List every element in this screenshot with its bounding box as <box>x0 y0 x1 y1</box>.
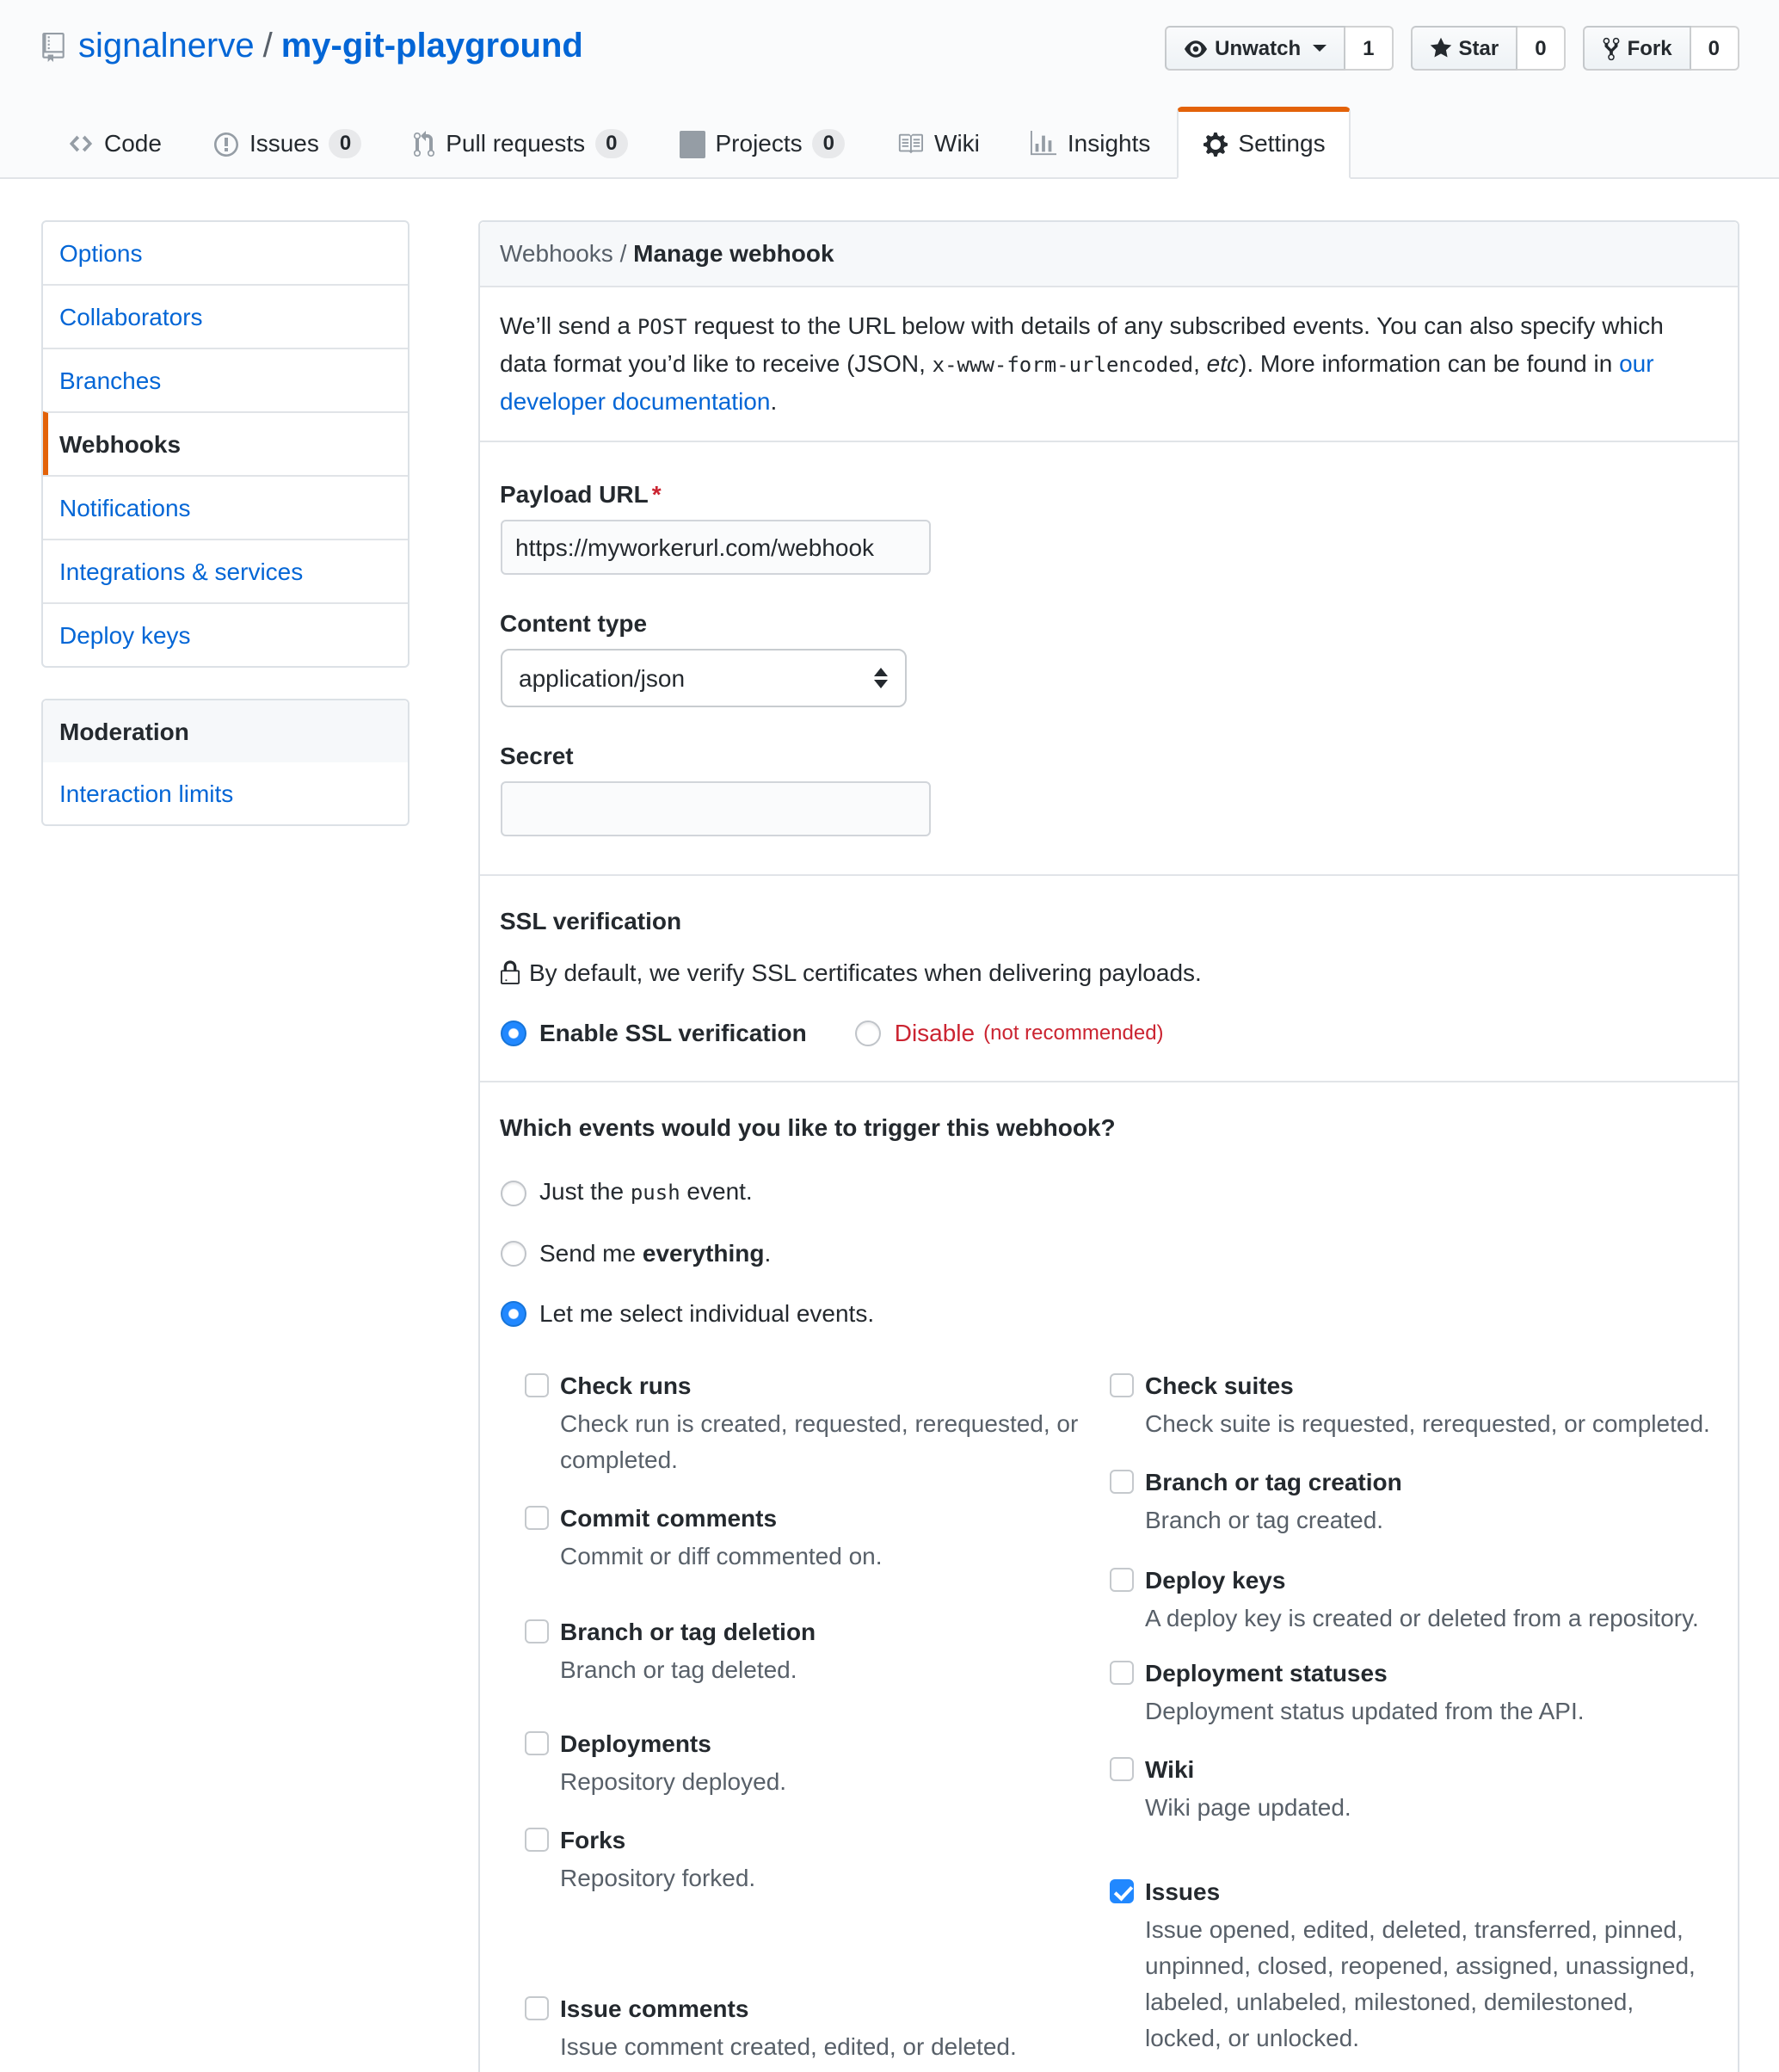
required-asterisk: * <box>651 480 662 508</box>
tab-issues[interactable]: Issues 0 <box>188 107 387 179</box>
tab-pull-requests[interactable]: Pull requests 0 <box>387 107 653 179</box>
tab-counter: 0 <box>813 129 845 158</box>
secret-label: Secret <box>500 742 574 769</box>
moderation-header: Moderation <box>42 700 407 762</box>
event-description: Check run is created, requested, rerequested, or completed. <box>560 1409 1079 1473</box>
event-title[interactable]: Issue comments <box>560 1995 749 2022</box>
event-item-branch-or-tag-deletion <box>524 1614 1109 1688</box>
sidebar-item-webhooks[interactable]: Webhooks <box>42 411 407 475</box>
urlencoded-code: x-www-form-urlencoded <box>932 353 1194 377</box>
event-trigger-radio[interactable] <box>500 1241 526 1267</box>
action-button-group <box>1411 26 1566 71</box>
repo-owner-link[interactable]: signalnerve <box>78 28 255 65</box>
repo-title <box>40 24 583 69</box>
event-checkbox[interactable] <box>524 1996 548 2020</box>
sidebar-item-interaction-limits[interactable]: Interaction limits <box>59 780 234 807</box>
payload-url-label: Payload URL * <box>500 480 662 508</box>
sidebar-item-collaborators[interactable]: Collaborators <box>42 284 407 348</box>
developer-documentation-link[interactable]: our developer documentation <box>500 349 1654 415</box>
unwatch-count[interactable]: 1 <box>1345 26 1393 71</box>
event-title[interactable]: Wiki <box>1145 1755 1195 1783</box>
event-trigger-radio[interactable] <box>500 1180 526 1206</box>
event-item-deployment-statuses <box>1109 1656 1716 1730</box>
event-item-deployments <box>524 1726 1109 1800</box>
event-title[interactable]: Check runs <box>560 1372 692 1399</box>
content-type-label: Content type <box>500 609 648 637</box>
code-icon <box>66 131 94 157</box>
event-title[interactable]: Branch or tag creation <box>1145 1468 1402 1495</box>
repo-forked-icon <box>1602 35 1621 61</box>
repo-tab-bar <box>40 107 1739 177</box>
ssl-section <box>479 876 1737 1082</box>
event-title[interactable]: Forks <box>560 1826 626 1853</box>
event-checkbox[interactable] <box>524 1731 548 1755</box>
event-description: Repository deployed. <box>560 1767 787 1795</box>
enable-ssl-radio[interactable] <box>500 1020 526 1045</box>
event-trigger-label[interactable]: Send me everything. <box>539 1239 772 1267</box>
event-trigger-label[interactable]: Just the push event. <box>539 1177 753 1205</box>
event-checkbox[interactable] <box>524 1619 548 1643</box>
event-checkbox[interactable] <box>1109 1470 1133 1494</box>
tab-insights[interactable]: Insights <box>1006 107 1177 179</box>
event-description: Wiki page updated. <box>1145 1793 1351 1821</box>
breadcrumb-current: Manage webhook <box>633 239 834 267</box>
webhook-form-section <box>479 442 1737 876</box>
settings-menu <box>40 220 409 668</box>
event-item-branch-or-tag-creation <box>1109 1465 1716 1539</box>
event-checkbox[interactable] <box>1109 1373 1133 1397</box>
event-description: Repository forked. <box>560 1864 756 1891</box>
secret-input[interactable] <box>500 781 930 836</box>
disable-ssl-radio[interactable] <box>855 1020 881 1045</box>
post-code: POST <box>637 315 687 339</box>
event-title[interactable]: Issues <box>1145 1878 1221 1905</box>
unwatch-label: Unwatch <box>1215 36 1302 60</box>
sidebar-item-deploy-keys[interactable]: Deploy keys <box>42 602 407 666</box>
event-item-forks <box>524 1822 1109 1896</box>
tab-counter: 0 <box>595 129 627 158</box>
event-checkbox[interactable] <box>1109 1568 1133 1592</box>
event-trigger-option <box>500 1237 1716 1270</box>
event-item-wiki <box>1109 1752 1716 1826</box>
eye-icon <box>1184 37 1208 59</box>
repo-icon <box>40 32 65 61</box>
event-checkbox[interactable] <box>524 1373 548 1397</box>
event-trigger-label[interactable]: Let me select individual events. <box>539 1299 875 1327</box>
lock-icon <box>500 959 519 985</box>
event-title[interactable]: Deployments <box>560 1730 711 1757</box>
tab-settings[interactable]: Settings <box>1176 107 1351 179</box>
event-item-check-suites <box>1109 1368 1716 1442</box>
event-description: A deploy key is created or deleted from a repository. <box>1145 1604 1699 1631</box>
star-count[interactable]: 0 <box>1517 26 1565 71</box>
repo-name-link[interactable]: my-git-playground <box>280 28 583 65</box>
sidebar-item-branches[interactable]: Branches <box>42 348 407 411</box>
unwatch-button[interactable] <box>1165 26 1345 71</box>
content-type-value: application/json <box>519 664 686 692</box>
main-panel <box>477 220 1739 2072</box>
action-button-group <box>1583 26 1739 71</box>
sidebar-item-options[interactable]: Options <box>59 239 143 267</box>
event-description: Branch or tag created. <box>1145 1506 1384 1533</box>
book-icon <box>896 131 924 157</box>
event-description: Commit or diff commented on. <box>560 1542 883 1569</box>
event-item-issues <box>1109 1874 1716 2057</box>
sidebar-item-integrations-services[interactable]: Integrations & services <box>42 539 407 602</box>
tab-code[interactable]: Code <box>40 107 188 179</box>
enable-ssl-label[interactable]: Enable SSL verification <box>539 1019 807 1046</box>
event-item-check-runs <box>524 1368 1109 1478</box>
breadcrumb <box>479 222 1737 287</box>
graph-icon <box>1031 131 1057 157</box>
event-checkbox[interactable] <box>524 1828 548 1852</box>
event-trigger-radio[interactable] <box>500 1301 526 1327</box>
repo-separator: / <box>262 28 273 65</box>
site-header <box>0 0 1779 179</box>
gear-icon <box>1202 130 1228 157</box>
event-title[interactable]: Commit comments <box>560 1504 778 1532</box>
tab-wiki[interactable]: Wiki <box>871 107 1006 179</box>
caret-down-icon <box>1313 45 1327 52</box>
breadcrumb-separator: / <box>612 239 634 267</box>
event-checkbox[interactable] <box>1109 1879 1133 1903</box>
event-title[interactable]: Deployment statuses <box>1145 1659 1388 1687</box>
event-title[interactable]: Branch or tag deletion <box>560 1618 816 1645</box>
disable-ssl-note: (not recommended) <box>983 1021 1164 1045</box>
payload-url-input[interactable] <box>500 520 930 575</box>
settings-sidebar <box>40 220 409 826</box>
fork-label: Fork <box>1627 36 1672 60</box>
action-button-group <box>1165 26 1393 71</box>
event-description: Check suite is requested, rerequested, or completed. <box>1145 1409 1710 1437</box>
star-button[interactable] <box>1411 26 1518 71</box>
event-description: Deployment status updated from the API. <box>1145 1697 1585 1724</box>
content-type-select[interactable] <box>500 649 906 707</box>
event-checkbox[interactable] <box>1109 1661 1133 1685</box>
event-checkbox[interactable] <box>1109 1757 1133 1781</box>
webhook-description-section <box>479 287 1737 442</box>
event-item-commit-comments <box>524 1501 1109 1575</box>
git-pull-request-icon <box>413 130 435 157</box>
moderation-menu <box>40 699 409 826</box>
repo-actions <box>1165 26 1739 71</box>
fork-count[interactable]: 0 <box>1691 26 1739 71</box>
events-heading: Which events would you like to trigger this webhook? <box>500 1113 1116 1141</box>
event-description: Issue comment created, edited, or deleted. <box>560 2032 1017 2060</box>
tab-projects[interactable]: Projects 0 <box>654 107 871 179</box>
disable-ssl-label[interactable]: Disable <box>894 1019 976 1046</box>
fork-button[interactable] <box>1583 26 1691 71</box>
event-checkbox-grid <box>500 1368 1716 2065</box>
event-title[interactable]: Deploy keys <box>1145 1566 1286 1594</box>
event-description: Branch or tag deleted. <box>560 1656 797 1683</box>
webhook-description: We’ll send a POST request to the URL below with details of any subscribed events. You can also specify which data format you’d like to receive (JSON, x-www-form-urlencoded, etc). More information can be found in our developer documentation. <box>500 311 1664 415</box>
ssl-note-text: By default, we verify SSL certificates when delivering payloads. <box>529 959 1202 986</box>
event-item-deploy-keys <box>1109 1563 1716 1637</box>
webhook-box <box>477 220 1739 2072</box>
event-trigger-option <box>500 1298 1716 1330</box>
event-checkbox[interactable] <box>524 1506 548 1530</box>
ssl-heading: SSL verification <box>500 907 682 934</box>
select-arrows-icon <box>873 668 887 688</box>
events-section <box>479 1082 1737 2072</box>
issue-opened-icon <box>213 130 239 157</box>
event-item-issue-comments <box>524 1991 1109 2065</box>
star-icon <box>1430 36 1452 60</box>
star-label: Star <box>1458 36 1499 60</box>
project-icon <box>680 130 705 157</box>
breadcrumb-webhooks-link[interactable]: Webhooks <box>500 239 613 267</box>
tab-counter: 0 <box>329 129 361 158</box>
event-description: Issue opened, edited, deleted, transferred, pinned, unpinned, closed, reopened, assigned, unassigned, labeled, unlabeled, milestoned, demilestoned, locked, or unlocked. <box>1145 1915 1696 2051</box>
sidebar-item-notifications[interactable]: Notifications <box>42 475 407 539</box>
event-title[interactable]: Check suites <box>1145 1372 1294 1399</box>
event-trigger-option <box>500 1175 1716 1210</box>
